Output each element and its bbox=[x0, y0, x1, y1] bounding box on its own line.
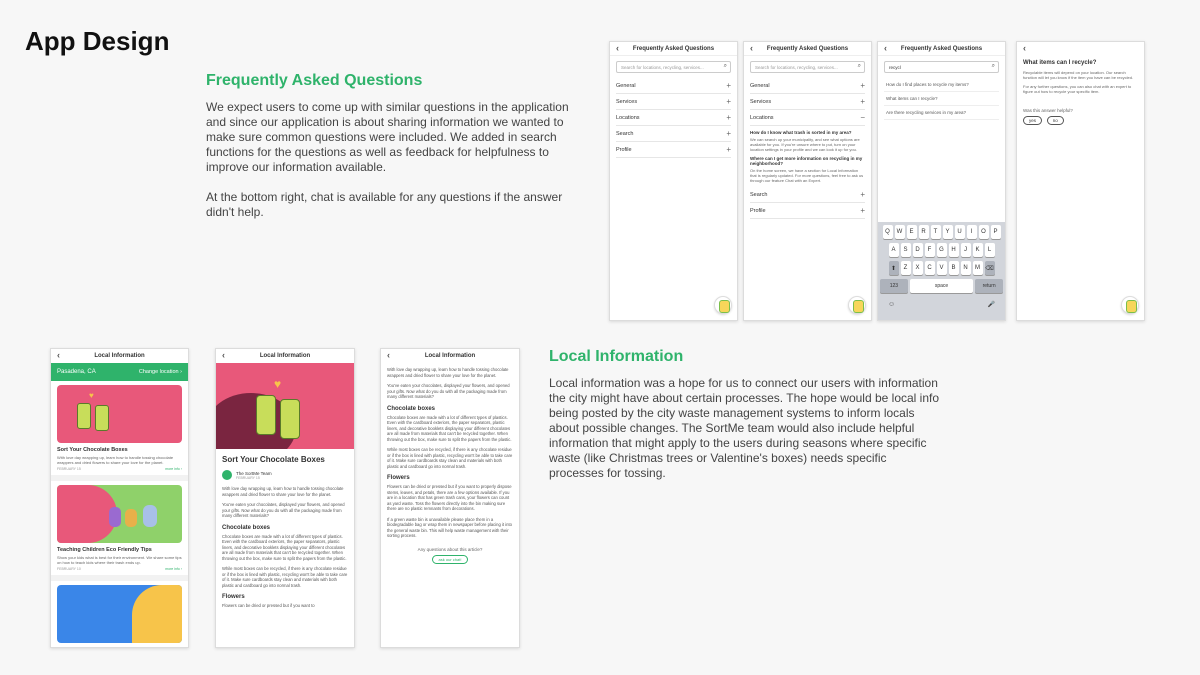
local-screen-list bbox=[50, 348, 189, 648]
candy-box-icon bbox=[280, 399, 300, 439]
candy-box-icon bbox=[77, 403, 91, 429]
change-location-link[interactable]: Change location › bbox=[138, 369, 182, 375]
plus-icon: + bbox=[860, 81, 865, 90]
local-section-title: Local Information bbox=[549, 348, 684, 365]
key[interactable]: B bbox=[949, 261, 959, 275]
chat-mascot-icon[interactable] bbox=[1121, 296, 1139, 314]
plus-icon: + bbox=[860, 97, 865, 106]
character-icon bbox=[109, 507, 121, 527]
plus-icon: + bbox=[860, 190, 865, 199]
helpful-prompt: Was this answer helpful? bbox=[1023, 108, 1073, 113]
emoji-icon[interactable]: ☺ bbox=[888, 301, 896, 308]
search-icon: ⌕ bbox=[857, 63, 861, 69]
author-row bbox=[222, 470, 348, 480]
back-icon[interactable]: ‹ bbox=[57, 350, 60, 360]
faq-category-services[interactable] bbox=[616, 94, 731, 110]
faq-category-profile[interactable] bbox=[616, 142, 731, 158]
plus-icon: + bbox=[726, 81, 731, 90]
key[interactable]: D bbox=[913, 243, 923, 257]
search-result[interactable]: What items can I recycle? bbox=[884, 92, 999, 106]
article-subheading: Chocolate boxes bbox=[387, 405, 436, 412]
key[interactable]: A bbox=[889, 243, 899, 257]
plus-icon: + bbox=[860, 206, 865, 215]
back-icon[interactable]: ‹ bbox=[387, 350, 390, 360]
key[interactable]: Z bbox=[901, 261, 911, 275]
minus-icon: − bbox=[860, 113, 865, 122]
article-subheading: Flowers bbox=[387, 475, 410, 481]
search-input[interactable] bbox=[750, 61, 865, 73]
article-paragraph: Chocolate boxes are made with a lot of different types of plastics. Even with the cardboard exteriors, the paper separators, plastic liners, and decorative booklets displaying your different chocolates are all made from materials that can't be recycled together. When throwing out the box, make sure to split the papers from the plastic. bbox=[222, 533, 347, 561]
more-info-label: more info bbox=[165, 567, 180, 571]
author-date: FEBRUARY 15 bbox=[236, 475, 260, 480]
article-paragraph: Flowers can be dried or pressed but if you want to bbox=[222, 603, 315, 608]
candy-box-icon bbox=[95, 405, 109, 431]
key[interactable]: Q bbox=[883, 225, 893, 239]
key[interactable]: K bbox=[973, 243, 983, 257]
faq-section-title: Frequently Asked Questions bbox=[206, 72, 423, 89]
article-image bbox=[57, 485, 182, 543]
article-card[interactable] bbox=[57, 485, 182, 571]
plus-icon: + bbox=[726, 97, 731, 106]
search-placeholder: Search for locations, recycling, services... bbox=[755, 64, 838, 70]
yes-button[interactable]: yes bbox=[1023, 116, 1042, 125]
search-result[interactable]: Are there recycling services in my area? bbox=[884, 106, 999, 120]
article-image bbox=[57, 385, 182, 443]
article-date: FEBRUARY 10 bbox=[57, 567, 81, 571]
category-label: Services bbox=[616, 98, 638, 105]
category-label: Search bbox=[750, 191, 768, 198]
category-label: Profile bbox=[750, 207, 766, 214]
article-paragraph: Chocolate boxes are made with a lot of different types of plastics. Even with the cardboard exteriors, the paper separators, plastic liners, and decorative booklets displaying your different chocolates are all made from materials that can't be recycled together. When throwing out the box, make sure to split the papers from the plastic. bbox=[387, 414, 512, 442]
plus-icon: + bbox=[726, 145, 731, 154]
article-card[interactable] bbox=[57, 385, 182, 471]
character-icon bbox=[125, 509, 137, 527]
heart-icon: ♥ bbox=[274, 377, 282, 391]
article-paragraph: If a green waste bin is unavailable please place them in a biodegradable bag or wrap them in newspaper before placing it into the general waste bin. This will help waste management with their sorting process. bbox=[387, 516, 513, 538]
keyboard bbox=[878, 222, 1005, 320]
article-paragraph: With love day wrapping up, learn how to handle tossing chocolate wrappers and dried flower to share your love for the planet. bbox=[387, 367, 509, 378]
faq-question: How do I know what trash is sorted in my area? bbox=[750, 130, 852, 135]
screen-header bbox=[381, 349, 519, 363]
key[interactable]: E bbox=[907, 225, 917, 239]
article-description: With love day wrapping up, learn how to handle tossing chocolate wrappers and dried flowers to share your love for the planet. bbox=[57, 455, 174, 465]
category-label: Locations bbox=[616, 114, 640, 121]
faq-screen-expanded bbox=[743, 41, 872, 321]
screen-title: Local Information bbox=[424, 353, 476, 359]
avatar bbox=[222, 470, 232, 480]
screen-title: Frequently Asked Questions bbox=[766, 45, 849, 52]
key[interactable]: L bbox=[985, 243, 995, 257]
local-paragraph: Local information was a hope for us to connect our users with information the city might have about certain processes. The hope would be local info being posted by the city waste management systems to inform locals about possible changes. The SortMe team would also include helpful information that might apply to the users during seasons where specific waste (like Christmas trees or Valentine's boxes) needs specific processes for tossing. bbox=[549, 376, 940, 480]
candy-box-icon bbox=[256, 395, 276, 435]
search-icon: ⌕ bbox=[723, 63, 727, 69]
screen-header bbox=[1017, 42, 1144, 56]
article-card[interactable] bbox=[57, 585, 182, 643]
screen-title: Frequently Asked Questions bbox=[900, 45, 983, 52]
any-questions-text: Any questions about this article? bbox=[417, 546, 483, 552]
return-key[interactable]: return bbox=[975, 279, 1003, 293]
faq-category-locations[interactable] bbox=[750, 110, 865, 126]
page-title: App Design bbox=[25, 26, 170, 56]
key[interactable]: M bbox=[973, 261, 983, 275]
chat-mascot-icon[interactable] bbox=[714, 296, 732, 314]
search-input[interactable] bbox=[884, 61, 999, 73]
faq-category-profile[interactable] bbox=[750, 203, 865, 219]
article-paragraph: While most boxes can be recycled, if there is any chocolate residue or if the box is lined with plastic, recycling won't be able to take care of it. Make sure cardboards stay clean and materials with both plastic and cardboard go into normal trash. bbox=[387, 447, 513, 469]
decorative-shape bbox=[57, 485, 117, 543]
article-title: Teaching Children Eco Friendly Tips bbox=[57, 547, 152, 553]
more-info-link[interactable]: more info › bbox=[165, 567, 182, 571]
author-name: The SortMe Team bbox=[236, 470, 272, 476]
key[interactable]: X bbox=[913, 261, 923, 275]
plus-icon: + bbox=[726, 113, 731, 122]
local-section bbox=[549, 348, 939, 496]
search-placeholder: Search for locations, recycling, services... bbox=[621, 64, 704, 70]
space-key[interactable]: space bbox=[910, 279, 973, 293]
article-title: Sort Your Chocolate Boxes bbox=[57, 447, 128, 453]
search-result[interactable]: How do I find places to recycle my items? bbox=[884, 78, 999, 92]
faq-screen-answer bbox=[1016, 41, 1145, 321]
key[interactable]: N bbox=[961, 261, 971, 275]
screen-title: Frequently Asked Questions bbox=[632, 45, 715, 52]
ask-chat-button[interactable]: ask our chat! bbox=[432, 555, 469, 564]
change-location-label: Change location bbox=[138, 369, 179, 375]
key[interactable]: R bbox=[919, 225, 929, 239]
category-label: General bbox=[750, 82, 770, 89]
article-description: Show your kids what is best for their environment. We share some tips on how to teach kids where their trash ends up. bbox=[57, 555, 182, 565]
faq-question: Where can I get more information on recycling in my neighborhood? bbox=[750, 156, 863, 166]
screen-title: Local Information bbox=[94, 353, 145, 359]
faq-answer: We can search up your municipality, and see what options are available for you. If you're unsure where to put, turn on your location settings in your profile and we can look it up for you. bbox=[750, 137, 860, 152]
microphone-icon[interactable]: 🎤 bbox=[987, 302, 995, 308]
location-label: Pasadena, CA bbox=[57, 369, 96, 375]
faq-category-general[interactable] bbox=[616, 78, 731, 94]
faq-category-search[interactable] bbox=[616, 126, 731, 142]
answer-text: Recyclable items will depend on your location. Our search function will let you know if the item you have can be recycled. bbox=[1023, 70, 1134, 80]
key[interactable]: I bbox=[967, 225, 977, 239]
delete-key[interactable]: ⌫ bbox=[985, 261, 995, 275]
faq-answer: On the home screen, we have a section for Local Information that is regularly updated. For more questions, feel free to ask us through our feature Chat with an Expert. bbox=[750, 168, 864, 183]
category-label: Profile bbox=[616, 146, 632, 153]
screen-header bbox=[744, 42, 871, 56]
article-hero-image bbox=[216, 363, 354, 449]
back-icon[interactable]: ‹ bbox=[616, 43, 619, 53]
decorative-shape bbox=[132, 585, 182, 643]
screen-title: Local Information bbox=[259, 353, 311, 359]
numbers-key[interactable]: 123 bbox=[880, 279, 908, 293]
character-icon bbox=[143, 505, 157, 527]
faq-screen-categories bbox=[609, 41, 738, 321]
faq-category-services[interactable] bbox=[750, 94, 865, 110]
screen-header bbox=[51, 349, 188, 363]
location-bar bbox=[51, 363, 188, 381]
faq-category-locations[interactable] bbox=[616, 110, 731, 126]
screen-header bbox=[216, 349, 354, 363]
article-paragraph: You've eaten your chocolates, displayed your flowers, and opened your gifts. Now what do you do with all the packaging made from many different materials? bbox=[387, 383, 510, 399]
key[interactable]: Y bbox=[943, 225, 953, 239]
key[interactable]: P bbox=[991, 225, 1001, 239]
category-label: Search bbox=[616, 130, 634, 137]
key[interactable]: H bbox=[949, 243, 959, 257]
answer-question: What items can I recycle? bbox=[1023, 60, 1097, 66]
key[interactable]: T bbox=[931, 225, 941, 239]
key[interactable]: F bbox=[925, 243, 935, 257]
key[interactable]: C bbox=[925, 261, 935, 275]
back-icon[interactable]: ‹ bbox=[750, 43, 753, 53]
article-subheading: Chocolate boxes bbox=[222, 524, 271, 531]
screen-header bbox=[610, 42, 737, 56]
category-label: Locations bbox=[750, 114, 774, 121]
faq-category-search[interactable] bbox=[750, 187, 865, 203]
shift-key[interactable]: ⬆ bbox=[889, 261, 899, 275]
faq-category-general[interactable] bbox=[750, 78, 865, 94]
article-paragraph: Flowers can be dried or pressed but if you want to properly dispose stems, leaves, and petals, there are a few options available. If you are in a location that has green trash cans, your flowers can count as yard waste. Toss the flowers directly into the bin making sure there are no plastic remnants from decorations. bbox=[387, 484, 512, 511]
category-label: General bbox=[616, 82, 636, 89]
back-icon[interactable]: ‹ bbox=[884, 43, 887, 53]
heart-icon: ♥ bbox=[89, 391, 94, 400]
plus-icon: + bbox=[726, 129, 731, 138]
search-input[interactable] bbox=[616, 61, 731, 73]
key[interactable]: S bbox=[901, 243, 911, 257]
search-query: recycl bbox=[889, 64, 901, 70]
key[interactable]: G bbox=[937, 243, 947, 257]
key[interactable]: O bbox=[979, 225, 989, 239]
article-subheading: Flowers bbox=[222, 594, 245, 600]
local-screen-article bbox=[215, 348, 355, 648]
more-info-label: more info bbox=[165, 467, 180, 471]
back-icon[interactable]: ‹ bbox=[222, 350, 225, 360]
key[interactable]: J bbox=[961, 243, 971, 257]
faq-section bbox=[206, 72, 591, 235]
article-paragraph: While most boxes can be recycled, if there is any chocolate residue or if the box is lined with plastic, recycling won't be able to take care of it. Make sure cardboards stay clean and materials with both plastic and cardboard go into normal trash. bbox=[222, 566, 348, 588]
faq-paragraph-2: At the bottom right, chat is available for any questions if the answer didn't help. bbox=[206, 190, 563, 219]
local-screen-article-scrolled bbox=[380, 348, 520, 648]
article-date: FEBRUARY 15 bbox=[57, 467, 81, 471]
faq-paragraph-1: We expect users to come up with similar questions in the application and since our application is about sharing information we wanted to make sure common questions were included. We added in search functions for the questions as well as feedback for helpfulness to improve our information available. bbox=[206, 100, 569, 174]
key[interactable]: W bbox=[895, 225, 905, 239]
chat-mascot-icon[interactable] bbox=[848, 296, 866, 314]
more-info-link[interactable]: more info › bbox=[165, 467, 182, 471]
no-button[interactable]: no bbox=[1047, 116, 1064, 125]
back-icon[interactable]: ‹ bbox=[1023, 43, 1026, 53]
article-title: Sort Your Chocolate Boxes bbox=[222, 455, 325, 464]
article-image bbox=[57, 585, 182, 643]
key[interactable]: U bbox=[955, 225, 965, 239]
category-label: Services bbox=[750, 98, 772, 105]
key[interactable]: V bbox=[937, 261, 947, 275]
answer-text: For any further questions, you can also chat with an expert to figure out how to recycle your specific item. bbox=[1023, 84, 1132, 94]
faq-screen-search bbox=[877, 41, 1006, 321]
article-paragraph: You've eaten your chocolates, displayed your flowers, and opened your gifts. Now what do you do with all the packaging made from many different materials? bbox=[222, 502, 345, 518]
search-icon: ⌕ bbox=[991, 63, 995, 69]
screen-header bbox=[878, 42, 1005, 56]
article-paragraph: With love day wrapping up, learn how to handle tossing chocolate wrappers and dried flower to share your love for the planet. bbox=[222, 486, 344, 497]
